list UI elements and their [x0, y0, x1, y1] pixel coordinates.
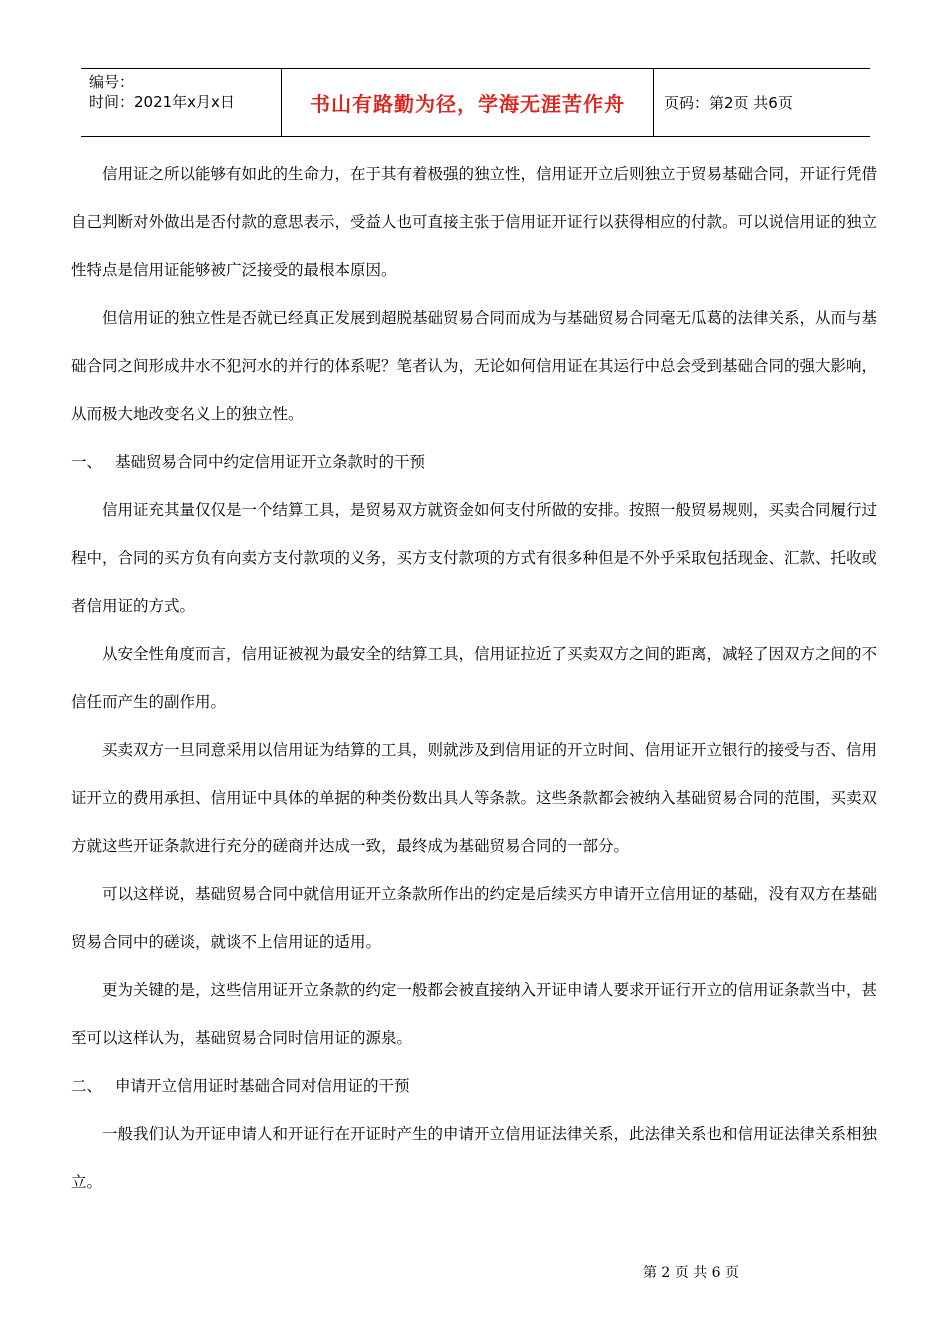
section-number: 二、 [71, 1077, 103, 1095]
page-number: 第 2 页 共 6 页 [642, 1265, 740, 1281]
doc-code-label: 编号： [89, 73, 135, 91]
document-body [71, 150, 877, 1206]
section-number: 一、 [71, 453, 103, 471]
paragraph: 更为关键的是，这些信用证开立条款的约定一般都会被直接纳入开证申请人要求开证行开立的信用证条款当中，甚至可以这样认为，基础贸易合同时信用证的源泉。 [71, 981, 878, 1047]
doc-date-label: 时间：2021年x月x日 [89, 93, 235, 111]
paragraph: 从安全性角度而言，信用证被视为最安全的结算工具，信用证拉近了买卖双方之间的距离，减轻了因双方之间的不信任而产生的副作用。 [71, 645, 878, 711]
paragraph: 信用证之所以能够有如此的生命力，在于其有着极强的独立性，信用证开立后则独立于贸易基础合同，开证行凭借自己判断对外做出是否付款的意思表示，受益人也可直接主张于信用证开证行以获得相应的付款。可以说信用证的独立性特点是信用证能够被广泛接受的最根本原因。 [71, 165, 878, 279]
paragraph: 但信用证的独立性是否就已经真正发展到超脱基础贸易合同而成为与基础贸易合同毫无瓜葛的法律关系，从而与基础合同之间形成井水不犯河水的并行的体系呢？笔者认为，无论如何信用证在其运行中总会受到基础合同的强大影响，从而极大地改变名义上的独立性。 [71, 309, 878, 423]
paragraph: 可以这样说，基础贸易合同中就信用证开立条款所作出的约定是后续买方申请开立信用证的基础，没有双方在基础贸易合同中的磋谈，就谈不上信用证的适用。 [71, 885, 878, 951]
paragraph: 买卖双方一旦同意采用以信用证为结算的工具，则就涉及到信用证的开立时间、信用证开立银行的接受与否、信用证开立的费用承担、信用证中具体的单据的种类份数出具人等条款。这些条款都会被纳入基础贸易合同的范围，买卖双方就这些开证条款进行充分的磋商并达成一致，最终成为基础贸易合同的一部分。 [71, 741, 878, 855]
section-title: 申请开立信用证时基础合同对信用证的干预 [115, 1077, 410, 1095]
paragraph: 一般我们认为开证申请人和开证行在开证时产生的申请开立信用证法律关系，此法律关系也和信用证法律关系相独立。 [71, 1125, 878, 1191]
section-heading [71, 438, 877, 486]
section-title: 基础贸易合同中约定信用证开立条款时的干预 [115, 453, 426, 471]
page-footer [0, 1262, 950, 1282]
section-heading [71, 1062, 877, 1110]
header-motto: 书山有路勤为径，学海无涯苦作舟 [281, 69, 654, 136]
header-page-label: 页码：第2页 共6页 [664, 94, 793, 112]
paragraph: 信用证充其量仅仅是一个结算工具，是贸易双方就资金如何支付所做的安排。按照一般贸易规则，买卖合同履行过程中，合同的买方负有向卖方支付款项的义务，买方支付款项的方式有很多种但是不外乎采取包括现金、汇款、托收或者信用证的方式。 [71, 501, 878, 615]
page-header [81, 68, 870, 137]
header-meta [81, 69, 281, 136]
